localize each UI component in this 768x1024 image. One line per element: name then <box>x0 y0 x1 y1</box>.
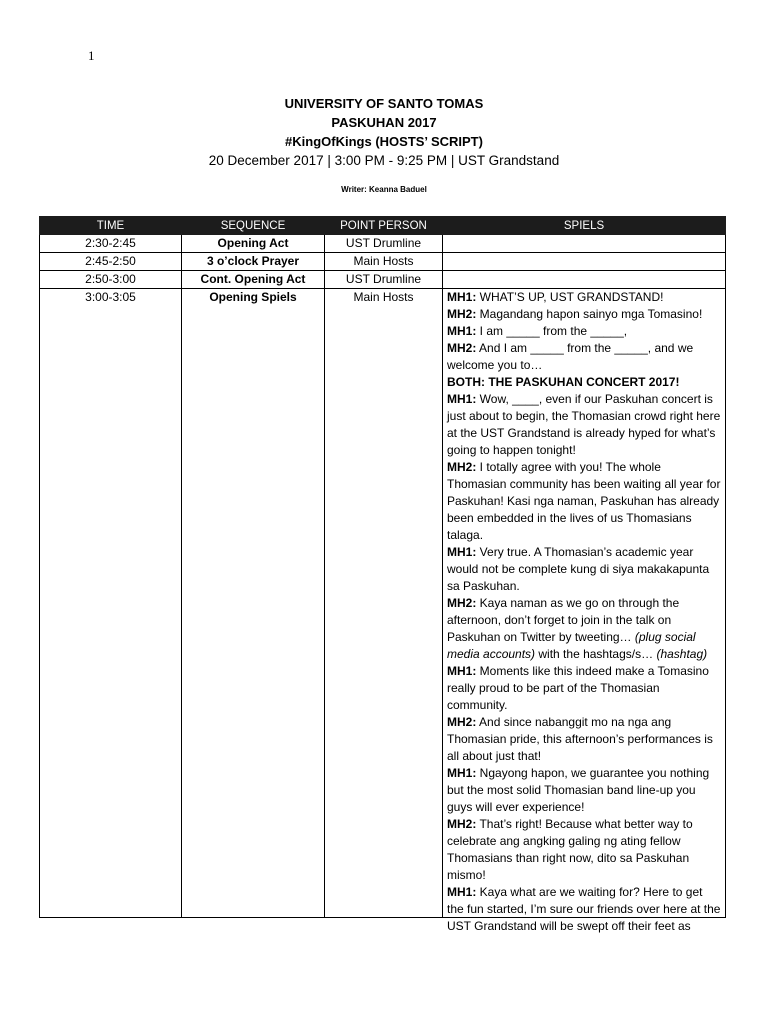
point-person-cell: UST Drumline <box>325 271 443 289</box>
spiel-text: Wow, ____, even if our Paskuhan concert is just about to begin, the Thomasian crowd right here at the UST Grandstand is already hyped for what’s going to happen tonight! <box>447 392 721 457</box>
spiel-text: And I am _____ from the _____, and we welcome you to… <box>447 341 694 372</box>
spiel-line <box>447 544 721 595</box>
time-cell: 2:45-2:50 <box>40 253 182 271</box>
spiel-line <box>447 765 721 816</box>
spiel-both-line: BOTH: THE PASKUHAN CONCERT 2017! <box>447 375 680 389</box>
spiels-cell <box>443 271 726 289</box>
spiels-cell <box>443 253 726 271</box>
page-number: 1 <box>88 48 95 63</box>
speaker-label: MH1: <box>447 885 477 899</box>
speaker-label: MH1: <box>447 664 477 678</box>
spiel-line <box>447 391 721 459</box>
spiel-line <box>447 816 721 884</box>
spiel-text: WHAT’S UP, UST GRANDSTAND! <box>476 290 664 304</box>
speaker-label: MH2: <box>447 307 477 321</box>
spiel-text: Magandang hapon sainyo mga Tomasino! <box>476 307 703 321</box>
column-header-spiels: SPIELS <box>443 217 726 235</box>
table-row <box>40 289 726 918</box>
time-cell: 3:00-3:05 <box>40 289 182 918</box>
table-row <box>40 253 726 271</box>
spiel-text: Ngayong hapon, we guarantee you nothing but the most solid Thomasian band line-up you guys will ever experience! <box>447 766 710 814</box>
table-row <box>40 271 726 289</box>
production-note: (plug social media accounts) <box>447 630 696 661</box>
writer-credit: Writer: Keanna Baduel <box>341 185 427 194</box>
sequence-cell: Opening Act <box>182 235 325 253</box>
sequence-cell: Opening Spiels <box>182 289 325 918</box>
spiel-line <box>447 595 721 663</box>
spiel-line <box>447 306 721 323</box>
sequence-cell: 3 o’clock Prayer <box>182 253 325 271</box>
spiel-line <box>447 459 721 544</box>
column-header-time: TIME <box>40 217 182 235</box>
event-date-line: 20 December 2017 | 3:00 PM - 9:25 PM | UST Grandstand <box>208 153 560 168</box>
table-header-row <box>40 217 726 235</box>
production-note: (hashtag) <box>656 647 708 661</box>
spiel-text: And since nabanggit mo na nga ang Thomasian pride, this afternoon’s performances is all about just that! <box>447 715 713 763</box>
spiel-text: I am _____ from the _____, <box>476 324 628 338</box>
spiel-text: Kaya naman as we go on through the afternoon, don’t forget to join in the talk on Paskuhan on Twitter by tweeting… <box>447 596 680 644</box>
spiel-text: I totally agree with you! The whole Thomasian community has been waiting all year for Paskuhan! Kasi nga naman, Paskuhan has already been embedded in the lives of us Thomasians talaga. <box>447 460 721 542</box>
speaker-label: MH2: <box>447 715 477 729</box>
spiel-text: Moments like this indeed make a Tomasino really proud to be part of the Thomasian community. <box>447 664 709 712</box>
column-header-sequence: SEQUENCE <box>182 217 325 235</box>
spiel-line <box>447 289 721 306</box>
spiel-line <box>447 663 721 714</box>
sequence-cell: Cont. Opening Act <box>182 271 325 289</box>
document-header <box>0 94 768 171</box>
spiels-cell <box>443 235 726 253</box>
spiel-line <box>447 714 721 765</box>
speaker-label: MH1: <box>447 766 477 780</box>
speaker-label: MH1: <box>447 324 477 338</box>
speaker-label: MH1: <box>447 290 477 304</box>
point-person-cell: Main Hosts <box>325 253 443 271</box>
spiel-line <box>447 340 721 374</box>
script-title: #KingOfKings (HOSTS’ SCRIPT) <box>285 134 483 149</box>
spiel-text: Kaya what are we waiting for? Here to get the fun started, I’m sure our friends over here at the UST Grandstand will be swept off their feet as <box>447 885 721 933</box>
event-title: PASKUHAN 2017 <box>331 115 437 130</box>
speaker-label: MH1: <box>447 392 477 406</box>
spiels-cell <box>443 289 726 933</box>
column-header-point-person: POINT PERSON <box>325 217 443 235</box>
spiel-text: That’s right! Because what better way to celebrate ang angking galing ng ating fellow Thomasians than right now, dito sa Paskuhan mismo! <box>447 817 693 882</box>
speaker-label: MH1: <box>447 545 477 559</box>
point-person-cell: UST Drumline <box>325 235 443 253</box>
spiels-text <box>447 289 721 933</box>
spiel-text: with the hashtags/s… <box>535 647 657 661</box>
speaker-label: MH2: <box>447 596 477 610</box>
speaker-label: MH2: <box>447 817 477 831</box>
spiel-line <box>447 323 721 340</box>
point-person-cell: Main Hosts <box>325 289 443 918</box>
speaker-label: MH2: <box>447 341 477 355</box>
spiel-line <box>447 884 721 935</box>
table-row <box>40 235 726 253</box>
time-cell: 2:50-3:00 <box>40 271 182 289</box>
university-title: UNIVERSITY OF SANTO TOMAS <box>284 96 484 111</box>
script-table <box>39 216 726 933</box>
time-cell: 2:30-2:45 <box>40 235 182 253</box>
speaker-label: MH2: <box>447 460 477 474</box>
spiel-text: Very true. A Thomasian’s academic year would not be complete kung di siya makakapunta sa Paskuhan. <box>447 545 710 593</box>
